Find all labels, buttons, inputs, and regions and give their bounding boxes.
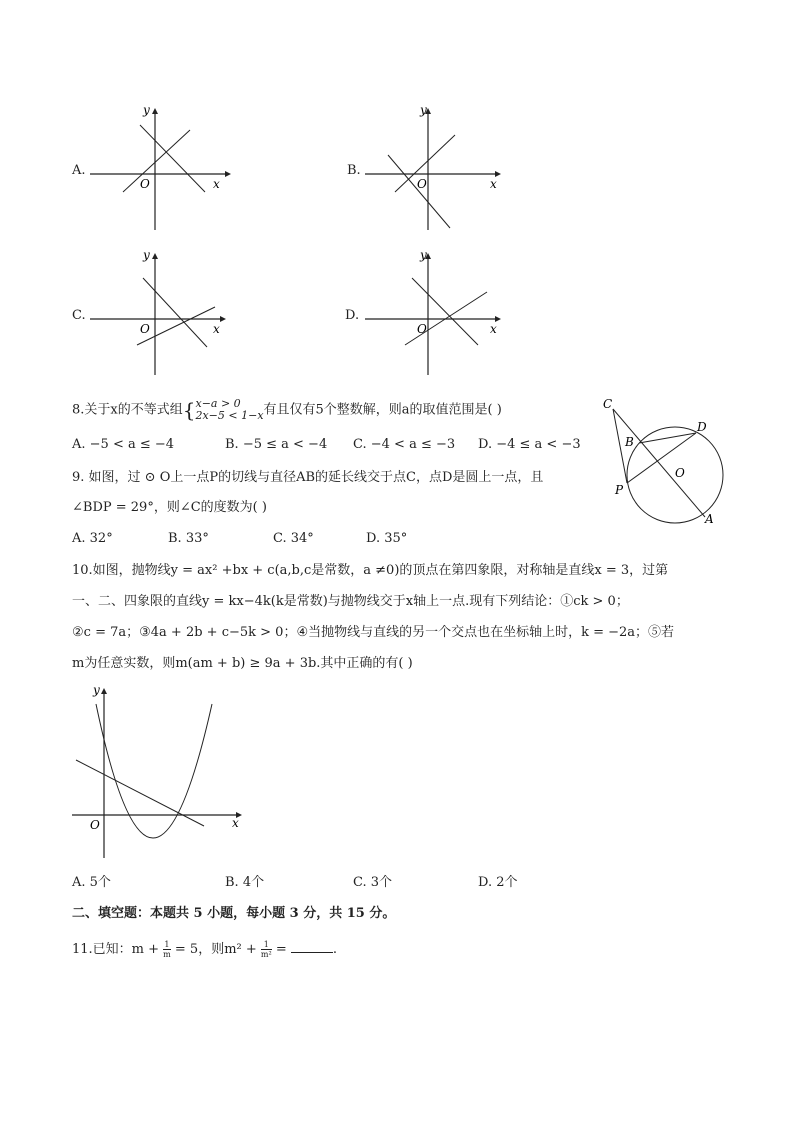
q10-parabola-figure	[68, 680, 248, 860]
q8-option-c[interactable]: C. −4 < a ≤ −3	[353, 437, 456, 452]
graph-b-origin: O	[417, 177, 427, 191]
q8-option-d[interactable]: D. −4 ≤ a < −3	[478, 437, 581, 452]
q10-line2: 一、二、四象限的直线y = kx−4k(k是常数)与抛物线交于x轴上一点.现有下列结论：①ck > 0；	[72, 594, 629, 609]
q10-option-c[interactable]: C. 3个	[353, 875, 393, 890]
q9-label-p: P	[615, 483, 624, 497]
q10-y-label: y	[93, 683, 100, 697]
graph-d-origin: O	[417, 322, 427, 336]
graph-a-x-label: x	[213, 177, 220, 191]
q8-suffix: 有且仅有5个整数解，则a的取值范围是( )	[263, 402, 502, 418]
q9-label-b: B	[625, 435, 634, 449]
graph-c-x-label: x	[213, 322, 220, 336]
graph-d-label: D.	[345, 308, 360, 323]
q8-stem	[72, 398, 502, 422]
section-heading-fill-in: 二、填空题：本题共 5 小题，每小题 3 分，共 15 分。	[72, 906, 396, 921]
graph-c-origin: O	[140, 322, 150, 336]
q11-fraction-2: $\frac{1}{\text{m²}}$	[260, 940, 272, 959]
q9-option-a[interactable]: A. 32°	[72, 531, 113, 546]
q11-equals: =	[275, 942, 287, 957]
q9-option-c[interactable]: C. 34°	[273, 531, 314, 546]
graph-d-y-label: y	[420, 248, 427, 262]
q8-prefix: 8.关于x的不等式组	[72, 402, 183, 418]
q9-label-o: O	[675, 466, 685, 480]
q10-x-label: x	[232, 816, 239, 830]
q9-line2: ∠BDP = 29°，则∠C的度数为( )	[72, 500, 267, 515]
q8-system: { x−a > 0 2x−5 < 1−x	[182, 397, 264, 422]
graph-c-label: C.	[72, 308, 86, 323]
q11-fraction-1: $\frac{1}{m}$	[163, 940, 171, 959]
q10-option-d[interactable]: D. 2个	[478, 875, 518, 890]
q11-end: .	[332, 942, 338, 957]
graph-b-x-label: x	[490, 177, 497, 191]
q9-option-d[interactable]: D. 35°	[366, 531, 408, 546]
q9-circle-figure	[595, 395, 735, 530]
q9-label-a: A	[705, 512, 714, 526]
graph-a-label: A.	[72, 163, 86, 178]
graph-option-b	[360, 100, 510, 235]
q8-option-b[interactable]: B. −5 ≤ a < −4	[225, 437, 328, 452]
graph-a-y-label: y	[143, 103, 150, 117]
graph-option-a	[85, 100, 235, 235]
graph-b-y-label: y	[420, 103, 427, 117]
q8-system-line1: x−a > 0	[195, 397, 241, 410]
q9-option-b[interactable]: B. 33°	[168, 531, 209, 546]
graph-d-x-label: x	[490, 322, 497, 336]
graph-b-label: B.	[347, 163, 361, 178]
q10-option-b[interactable]: B. 4个	[225, 875, 265, 890]
q11-stem	[72, 940, 337, 959]
q9-label-c: C	[603, 397, 613, 411]
graph-a-origin: O	[140, 177, 150, 191]
q9-line1: 9. 如图，过 ⊙ O上一点P的切线与直径AB的延长线交于点C，点D是圆上一点，且	[72, 470, 544, 485]
q10-line1: 10.如图，抛物线y = ax² +bx + c(a,b,c是常数，a ≠0)的顶点在第四象限，对称轴是直线x = 3，过第	[72, 563, 669, 578]
q10-option-a[interactable]: A. 5个	[72, 875, 111, 890]
graph-option-d	[360, 245, 510, 380]
graph-option-c	[85, 245, 235, 380]
q10-line4: m为任意实数，则m(am + b) ≥ 9a + 3b.其中正确的有( )	[72, 656, 413, 671]
q11-answer-blank[interactable]	[291, 940, 333, 953]
q11-mid: = 5，则m² +	[174, 942, 257, 957]
q10-origin: O	[90, 818, 100, 832]
q10-line3: ②c = 7a；③4a + 2b + c−5k > 0；④当抛物线与直线的另一个交点也在坐标轴上时，k = −2a；⑤若	[72, 625, 675, 640]
q8-system-line2: 2x−5 < 1−x	[195, 409, 264, 422]
q9-label-d: D	[697, 420, 707, 434]
graph-c-y-label: y	[143, 248, 150, 262]
q8-option-a[interactable]: A. −5 < a ≤ −4	[72, 437, 175, 452]
q11-prefix: 11.已知：m +	[72, 942, 160, 957]
